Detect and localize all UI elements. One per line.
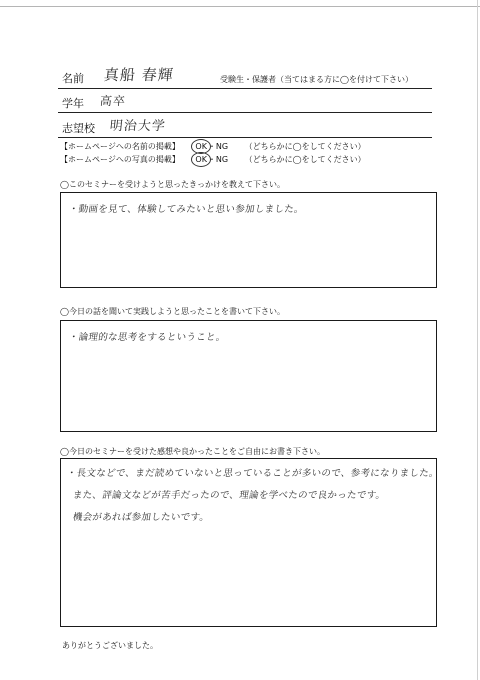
respondent-note: 受験生・保護者（当てはまる方に◯を付けて下さい） — [220, 75, 413, 84]
publication-name-ng: ・NG — [207, 142, 229, 151]
publication-photo-row — [60, 154, 366, 165]
publication-name-row — [60, 141, 366, 152]
publication-photo-ng: ・NG — [207, 155, 229, 164]
question-2-answer-box — [60, 320, 437, 432]
school-value: 明治大学 — [109, 119, 167, 134]
school-underline — [58, 137, 432, 138]
grade-label: 学年 — [62, 97, 84, 110]
question-1-answer-box — [60, 192, 437, 288]
publication-name-ok: OK — [194, 142, 208, 151]
question-3-answer-line-1: ・長文などで、まだ読めていないと思っていることが多いので、参考になりました。 — [66, 468, 440, 479]
school-label: 志望校 — [62, 122, 95, 135]
scan-top-edge — [0, 6, 480, 7]
name-label: 名前 — [62, 72, 84, 85]
question-1-answer-line: ・動画を見て、体験してみたいと思い参加しました。 — [68, 204, 305, 215]
thanks-message: ありがとうございました。 — [62, 641, 158, 650]
question-3-answer-line-2: また、評論文などが苦手だったので、理論を学べたので良かったです。 — [72, 490, 387, 501]
question-3-prompt: ◯今日のセミナーを受けた感想や良かったことをご自由にお書き下さい。 — [60, 447, 325, 456]
publication-photo-note: （どちらかに◯をしてください） — [244, 155, 366, 164]
publication-name-note: （どちらかに◯をしてください） — [244, 142, 366, 151]
publication-name-label: 【ホームページへの名前の掲載】 — [60, 142, 180, 151]
name-underline — [58, 88, 432, 89]
question-3-answer-line-3: 機会があれば参加したいです。 — [72, 512, 211, 523]
question-2-prompt: ◯今日の話を聞いて実践しようと思ったことを書いて下さい。 — [60, 307, 285, 316]
grade-underline — [58, 112, 432, 113]
question-2-answer-line: ・論理的な思考をするということ。 — [68, 332, 227, 343]
grade-value: 高卒 — [99, 94, 127, 108]
publication-photo-ok: OK — [194, 155, 208, 164]
question-3-answer-box — [60, 458, 440, 627]
name-value: 真船 春輝 — [103, 66, 175, 84]
publication-photo-label: 【ホームページへの写真の掲載】 — [60, 155, 180, 164]
question-1-prompt: ◯このセミナーを受けようと思ったきっかけを教えて下さい。 — [60, 180, 285, 189]
scan-right-edge — [477, 0, 478, 680]
